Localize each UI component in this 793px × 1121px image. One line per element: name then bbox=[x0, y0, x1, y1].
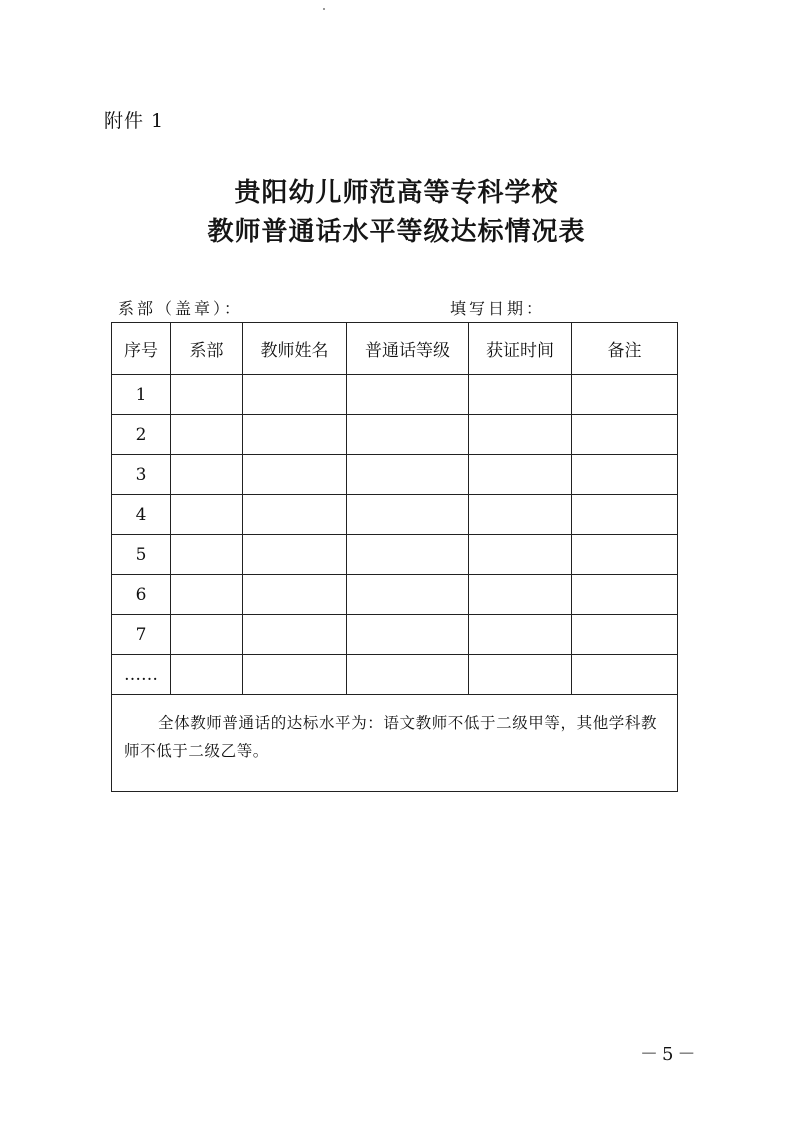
teacher-mandarin-level-table bbox=[111, 322, 678, 792]
document-title-line1: 贵阳幼儿师范高等专科学校 bbox=[234, 178, 559, 208]
teacher-name-cell[interactable] bbox=[243, 575, 347, 615]
standard-note-cell bbox=[112, 695, 678, 792]
department-cell[interactable] bbox=[171, 375, 243, 415]
mandarin-level-cell[interactable] bbox=[347, 375, 469, 415]
header-department: 系部 bbox=[171, 323, 243, 375]
scan-speck bbox=[323, 8, 325, 10]
teacher-name-cell[interactable] bbox=[243, 615, 347, 655]
certificate-date-cell[interactable] bbox=[469, 575, 572, 615]
mandarin-level-cell[interactable] bbox=[347, 615, 469, 655]
row-number: 7 bbox=[112, 615, 171, 655]
row-number: 3 bbox=[112, 455, 171, 495]
header-seq: 序号 bbox=[112, 323, 171, 375]
table-row bbox=[112, 455, 678, 495]
remarks-cell[interactable] bbox=[572, 615, 678, 655]
row-number: 2 bbox=[112, 415, 171, 455]
table-row bbox=[112, 535, 678, 575]
table-row bbox=[112, 615, 678, 655]
mandarin-level-cell[interactable] bbox=[347, 495, 469, 535]
department-cell[interactable] bbox=[171, 575, 243, 615]
table-row bbox=[112, 575, 678, 615]
department-cell[interactable] bbox=[171, 455, 243, 495]
header-teacher-name: 教师姓名 bbox=[243, 323, 347, 375]
teacher-name-cell[interactable] bbox=[243, 455, 347, 495]
mandarin-level-cell[interactable] bbox=[347, 535, 469, 575]
remarks-cell[interactable] bbox=[572, 415, 678, 455]
note-row bbox=[112, 695, 678, 792]
certificate-date-cell[interactable] bbox=[469, 535, 572, 575]
header-remarks: 备注 bbox=[572, 323, 678, 375]
table-header-row bbox=[112, 323, 678, 375]
mandarin-level-cell[interactable] bbox=[347, 655, 469, 695]
department-cell[interactable] bbox=[171, 655, 243, 695]
certificate-date-cell[interactable] bbox=[469, 655, 572, 695]
department-cell[interactable] bbox=[171, 415, 243, 455]
teacher-name-cell[interactable] bbox=[243, 655, 347, 695]
row-number: 6 bbox=[112, 575, 171, 615]
department-seal-label: 系部（盖章）： bbox=[118, 299, 244, 318]
page-number: －5－ bbox=[640, 1044, 700, 1065]
certificate-date-cell[interactable] bbox=[469, 615, 572, 655]
row-number-ellipsis: …… bbox=[112, 655, 171, 695]
teacher-name-cell[interactable] bbox=[243, 535, 347, 575]
remarks-cell[interactable] bbox=[572, 455, 678, 495]
department-cell[interactable] bbox=[171, 495, 243, 535]
header-mandarin-level: 普通话等级 bbox=[347, 323, 469, 375]
attachment-label: 附件 1 bbox=[104, 110, 165, 132]
document-title-line2: 教师普通话水平等级达标情况表 bbox=[207, 217, 586, 247]
certificate-date-cell[interactable] bbox=[469, 455, 572, 495]
mandarin-level-cell[interactable] bbox=[347, 455, 469, 495]
table-row bbox=[112, 495, 678, 535]
standard-note-text: 全体教师普通话的达标水平为：语文教师不低于二级甲等，其他学科教师不低于二级乙等。 bbox=[124, 714, 658, 760]
remarks-cell[interactable] bbox=[572, 575, 678, 615]
mandarin-level-cell[interactable] bbox=[347, 415, 469, 455]
row-number: 5 bbox=[112, 535, 171, 575]
certificate-date-cell[interactable] bbox=[469, 495, 572, 535]
row-number: 1 bbox=[112, 375, 171, 415]
department-cell[interactable] bbox=[171, 535, 243, 575]
department-cell[interactable] bbox=[171, 615, 243, 655]
row-number: 4 bbox=[112, 495, 171, 535]
table-row bbox=[112, 655, 678, 695]
header-certificate-date: 获证时间 bbox=[469, 323, 572, 375]
teacher-name-cell[interactable] bbox=[243, 415, 347, 455]
remarks-cell[interactable] bbox=[572, 495, 678, 535]
certificate-date-cell[interactable] bbox=[469, 415, 572, 455]
remarks-cell[interactable] bbox=[572, 375, 678, 415]
fill-date-label: 填写日期： bbox=[450, 299, 546, 318]
certificate-date-cell[interactable] bbox=[469, 375, 572, 415]
table-row bbox=[112, 415, 678, 455]
remarks-cell[interactable] bbox=[572, 535, 678, 575]
table-row bbox=[112, 375, 678, 415]
teacher-name-cell[interactable] bbox=[243, 495, 347, 535]
mandarin-level-cell[interactable] bbox=[347, 575, 469, 615]
teacher-name-cell[interactable] bbox=[243, 375, 347, 415]
remarks-cell[interactable] bbox=[572, 655, 678, 695]
